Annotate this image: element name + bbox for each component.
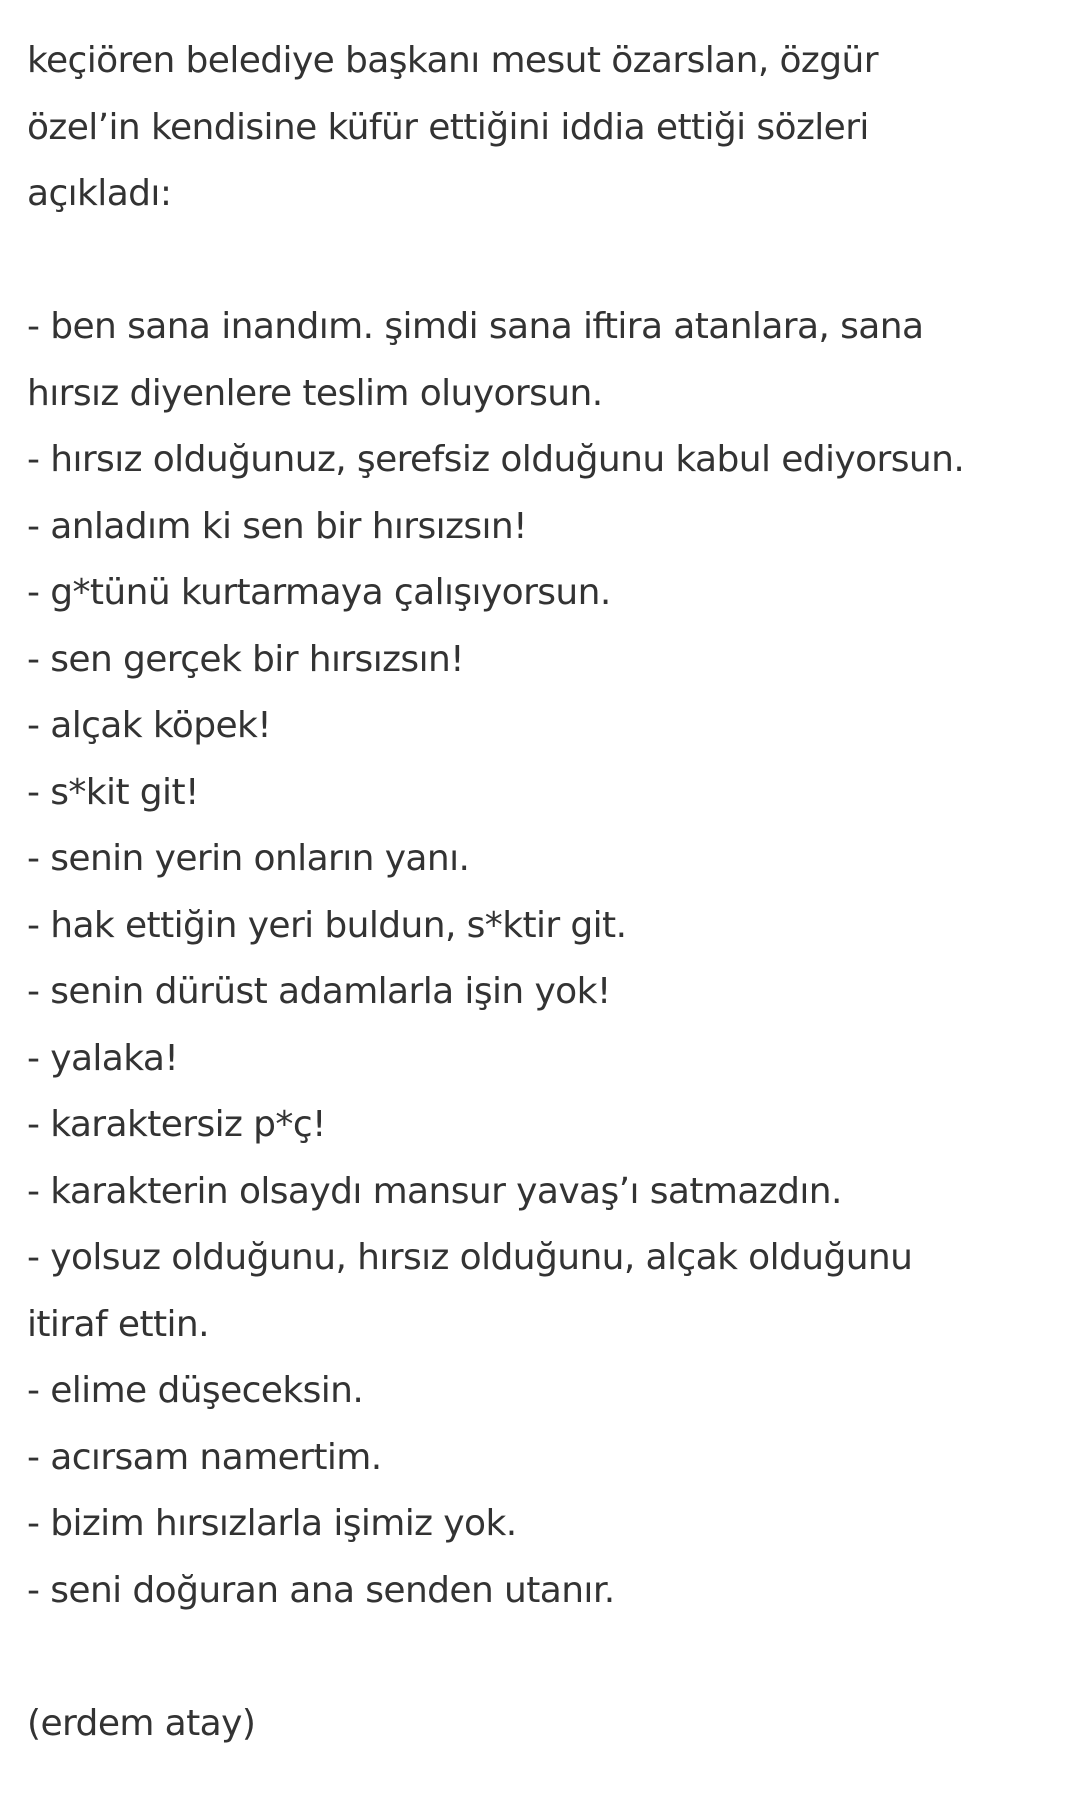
intro-line: keçiören belediye başkanı mesut özarslan, özgür — [27, 40, 878, 81]
author-name: (erdem atay) — [27, 1702, 256, 1744]
paragraph-spacer — [27, 1624, 1057, 1691]
quote-line: - g*tünü kurtarmaya çalışıyorsun. — [27, 572, 611, 613]
intro-line: özel’in kendisine küfür ettiğini iddia ettiği sözleri — [27, 106, 869, 148]
quote-line: - karaktersiz p*ç! — [27, 1104, 326, 1145]
quote-line: - ben sana inandım. şimdi sana iftira atanlara, sana — [27, 306, 924, 347]
intro-paragraph — [27, 28, 1057, 228]
quote-line: - hak ettiğin yeri buldun, s*ktir git. — [27, 904, 627, 946]
paragraph-spacer — [27, 228, 1057, 295]
quote-line: hırsız diyenlere teslim oluyorsun. — [27, 372, 603, 414]
quote-line: - senin yerin onların yanı. — [27, 838, 470, 879]
quote-line: - senin dürüst adamlarla işin yok! — [27, 971, 611, 1012]
quote-line: - bizim hırsızlarla işimiz yok. — [27, 1503, 517, 1544]
article-body — [27, 28, 1057, 1757]
quote-line: - sen gerçek bir hırsızsın! — [27, 638, 465, 680]
quote-line: itiraf ettin. — [27, 1303, 209, 1345]
intro-line: açıkladı: — [27, 173, 172, 214]
quote-line: - acırsam namertim. — [27, 1436, 382, 1478]
author-signature — [27, 1691, 1057, 1758]
quote-line: - yolsuz olduğunu, hırsız olduğunu, alçak olduğunu — [27, 1237, 913, 1278]
quote-line: - anladım ki sen bir hırsızsın! — [27, 505, 527, 547]
quote-line: - hırsız olduğunuz, şerefsiz olduğunu kabul ediyorsun. — [27, 439, 965, 480]
quote-line: - yalaka! — [27, 1037, 179, 1079]
quotes-list — [27, 294, 1057, 1624]
quote-line: - alçak köpek! — [27, 705, 272, 746]
quote-line: - karakterin olsaydı mansur yavaş’ı satmazdın. — [27, 1170, 842, 1212]
quote-line: - seni doğuran ana senden utanır. — [27, 1569, 615, 1611]
quote-line: - s*kit git! — [27, 771, 199, 813]
quote-line: - elime düşeceksin. — [27, 1370, 364, 1411]
